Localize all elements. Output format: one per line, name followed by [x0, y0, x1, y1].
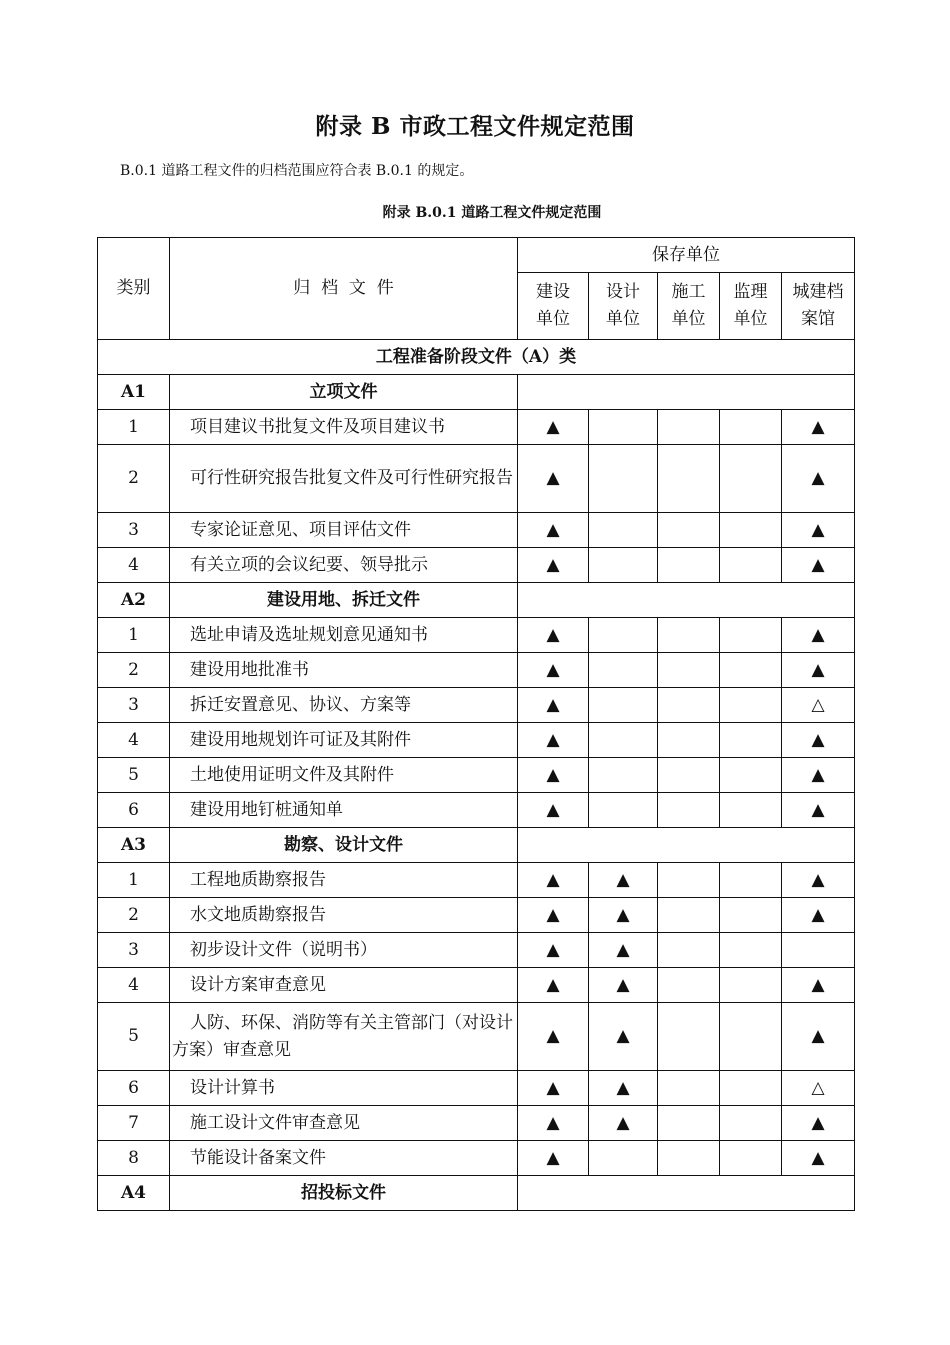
document-name: 选址申请及选址规划意见通知书 [170, 618, 518, 653]
storage-mark: ▲ [518, 1071, 589, 1106]
table-row [98, 410, 855, 445]
storage-mark: ▲ [518, 618, 589, 653]
section-row [98, 375, 855, 410]
section-blank [518, 1176, 855, 1211]
document-name: 建设用地批准书 [170, 653, 518, 688]
row-number: 3 [98, 933, 170, 968]
document-name: 项目建议书批复文件及项目建议书 [170, 410, 518, 445]
storage-mark [658, 793, 720, 828]
table-row [98, 653, 855, 688]
storage-mark [658, 445, 720, 513]
header-unit-label: 施工单位 [671, 282, 706, 329]
document-name: 拆迁安置意见、协议、方案等 [170, 688, 518, 723]
storage-mark [658, 968, 720, 1003]
header-unit [518, 273, 589, 340]
header-unit [589, 273, 658, 340]
table-row [98, 1071, 855, 1106]
storage-mark [720, 1106, 782, 1141]
header-unit-label: 监理单位 [733, 282, 768, 329]
table-row [98, 898, 855, 933]
storage-mark [589, 410, 658, 445]
header-unit-label: 城建档案馆 [792, 282, 844, 329]
document-name: 专家论证意见、项目评估文件 [170, 513, 518, 548]
table-row [98, 758, 855, 793]
storage-mark [658, 618, 720, 653]
storage-mark [720, 1003, 782, 1071]
row-number: 7 [98, 1106, 170, 1141]
table-row [98, 618, 855, 653]
storage-mark [589, 618, 658, 653]
storage-mark [720, 793, 782, 828]
header-unit [720, 273, 782, 340]
table-row [98, 1003, 855, 1071]
document-name: 有关立项的会议纪要、领导批示 [170, 548, 518, 583]
archive-scope-table [97, 237, 855, 1211]
storage-mark: ▲ [782, 618, 855, 653]
row-number: 4 [98, 968, 170, 1003]
storage-mark: ▲ [518, 933, 589, 968]
table-row [98, 1141, 855, 1176]
row-number: 1 [98, 618, 170, 653]
row-number: 1 [98, 410, 170, 445]
section-code: A3 [98, 828, 170, 863]
storage-mark: △ [782, 688, 855, 723]
document-name: 建设用地规划许可证及其附件 [170, 723, 518, 758]
storage-mark: ▲ [589, 968, 658, 1003]
storage-mark: ▲ [782, 548, 855, 583]
storage-mark: ▲ [518, 898, 589, 933]
storage-mark: ▲ [518, 1106, 589, 1141]
row-number: 6 [98, 1071, 170, 1106]
storage-mark: ▲ [518, 1141, 589, 1176]
document-name: 水文地质勘察报告 [170, 898, 518, 933]
storage-mark: ▲ [518, 445, 589, 513]
storage-mark [720, 723, 782, 758]
section-code: A2 [98, 583, 170, 618]
storage-mark: ▲ [518, 548, 589, 583]
document-name: 初步设计文件（说明书） [170, 933, 518, 968]
storage-mark: ▲ [782, 863, 855, 898]
header-storage: 保存单位 [518, 238, 855, 273]
document-name: 建设用地钉桩通知单 [170, 793, 518, 828]
header-unit [658, 273, 720, 340]
table-caption: 附录 B.0.1 道路工程文件规定范围 [382, 205, 602, 221]
storage-mark: ▲ [518, 723, 589, 758]
section-title: 招投标文件 [170, 1176, 518, 1211]
page-title: 附录 B 市政工程文件规定范围 [315, 113, 635, 140]
storage-mark: ▲ [518, 863, 589, 898]
row-number: 2 [98, 445, 170, 513]
storage-mark: ▲ [782, 1106, 855, 1141]
section-blank [518, 828, 855, 863]
storage-mark [720, 548, 782, 583]
table-row [98, 688, 855, 723]
section-blank [518, 375, 855, 410]
section-code: A4 [98, 1176, 170, 1211]
table-row [98, 548, 855, 583]
storage-mark: ▲ [782, 968, 855, 1003]
storage-mark: ▲ [782, 410, 855, 445]
storage-mark: ▲ [589, 1106, 658, 1141]
document-name: 节能设计备案文件 [170, 1141, 518, 1176]
storage-mark [658, 688, 720, 723]
storage-mark [658, 1106, 720, 1141]
storage-mark [720, 863, 782, 898]
storage-mark [720, 968, 782, 1003]
storage-mark: ▲ [589, 1071, 658, 1106]
document-name: 施工设计文件审查意见 [170, 1106, 518, 1141]
row-number: 5 [98, 1003, 170, 1071]
row-number: 2 [98, 898, 170, 933]
storage-mark: ▲ [589, 898, 658, 933]
storage-mark [658, 1141, 720, 1176]
row-number: 3 [98, 513, 170, 548]
table-row [98, 445, 855, 513]
storage-mark: ▲ [518, 410, 589, 445]
storage-mark [658, 1003, 720, 1071]
row-number: 8 [98, 1141, 170, 1176]
storage-mark [720, 410, 782, 445]
document-name: 人防、环保、消防等有关主管部门（对设计方案）审查意见 [170, 1003, 518, 1071]
table-row [98, 723, 855, 758]
section-title: 立项文件 [170, 375, 518, 410]
storage-mark [589, 653, 658, 688]
storage-mark [720, 758, 782, 793]
section-blank [518, 583, 855, 618]
header-unit-label: 建设单位 [535, 282, 570, 329]
section-row [98, 828, 855, 863]
section-title: 建设用地、拆迁文件 [170, 583, 518, 618]
storage-mark: ▲ [518, 968, 589, 1003]
storage-mark: ▲ [782, 898, 855, 933]
storage-mark [589, 513, 658, 548]
table-row [98, 863, 855, 898]
document-name: 土地使用证明文件及其附件 [170, 758, 518, 793]
storage-mark [720, 618, 782, 653]
document-name: 工程地质勘察报告 [170, 863, 518, 898]
storage-mark: ▲ [518, 793, 589, 828]
storage-mark [782, 933, 855, 968]
storage-mark [658, 898, 720, 933]
storage-mark [720, 1071, 782, 1106]
storage-mark [658, 513, 720, 548]
storage-mark [589, 688, 658, 723]
storage-mark: ▲ [782, 445, 855, 513]
row-number: 4 [98, 548, 170, 583]
storage-mark [658, 723, 720, 758]
storage-mark [658, 410, 720, 445]
storage-mark: ▲ [782, 1141, 855, 1176]
storage-mark: ▲ [589, 1003, 658, 1071]
storage-mark [658, 758, 720, 793]
storage-mark: ▲ [782, 758, 855, 793]
document-name: 设计方案审查意见 [170, 968, 518, 1003]
storage-mark: ▲ [518, 513, 589, 548]
row-number: 4 [98, 723, 170, 758]
header-category: 类别 [98, 238, 170, 340]
storage-mark: ▲ [518, 758, 589, 793]
table-row [98, 513, 855, 548]
storage-mark [720, 445, 782, 513]
storage-mark [720, 688, 782, 723]
storage-mark [720, 898, 782, 933]
storage-mark [720, 1141, 782, 1176]
storage-mark [589, 548, 658, 583]
storage-mark [589, 445, 658, 513]
storage-mark [589, 1141, 658, 1176]
document-name: 设计计算书 [170, 1071, 518, 1106]
row-number: 3 [98, 688, 170, 723]
section-code: A1 [98, 375, 170, 410]
storage-mark: ▲ [782, 653, 855, 688]
storage-mark: ▲ [589, 863, 658, 898]
table-row [98, 1106, 855, 1141]
table-row [98, 933, 855, 968]
storage-mark: ▲ [589, 933, 658, 968]
stage-title: 工程准备阶段文件（A）类 [98, 340, 855, 375]
storage-mark [658, 933, 720, 968]
row-number: 5 [98, 758, 170, 793]
table-row [98, 968, 855, 1003]
storage-mark: ▲ [518, 688, 589, 723]
row-number: 1 [98, 863, 170, 898]
row-number: 2 [98, 653, 170, 688]
row-number: 6 [98, 793, 170, 828]
storage-mark: ▲ [782, 1003, 855, 1071]
section-row [98, 583, 855, 618]
storage-mark [658, 653, 720, 688]
storage-mark: ▲ [518, 1003, 589, 1071]
header-unit [782, 273, 855, 340]
storage-mark: ▲ [782, 513, 855, 548]
table-row [98, 793, 855, 828]
document-name: 可行性研究报告批复文件及可行性研究报告 [170, 445, 518, 513]
section-title: 勘察、设计文件 [170, 828, 518, 863]
storage-mark: ▲ [518, 653, 589, 688]
storage-mark [720, 513, 782, 548]
storage-mark [658, 863, 720, 898]
section-row [98, 1176, 855, 1211]
storage-mark [720, 933, 782, 968]
storage-mark [658, 1071, 720, 1106]
storage-mark [589, 793, 658, 828]
storage-mark [589, 758, 658, 793]
header-document: 归 档 文 件 [170, 238, 518, 340]
storage-mark [720, 653, 782, 688]
storage-mark: ▲ [782, 723, 855, 758]
intro-text: B.0.1 道路工程文件的归档范围应符合表 B.0.1 的规定。 [120, 163, 474, 179]
storage-mark: △ [782, 1071, 855, 1106]
storage-mark [658, 548, 720, 583]
storage-mark [589, 723, 658, 758]
header-unit-label: 设计单位 [605, 282, 640, 329]
storage-mark: ▲ [782, 793, 855, 828]
